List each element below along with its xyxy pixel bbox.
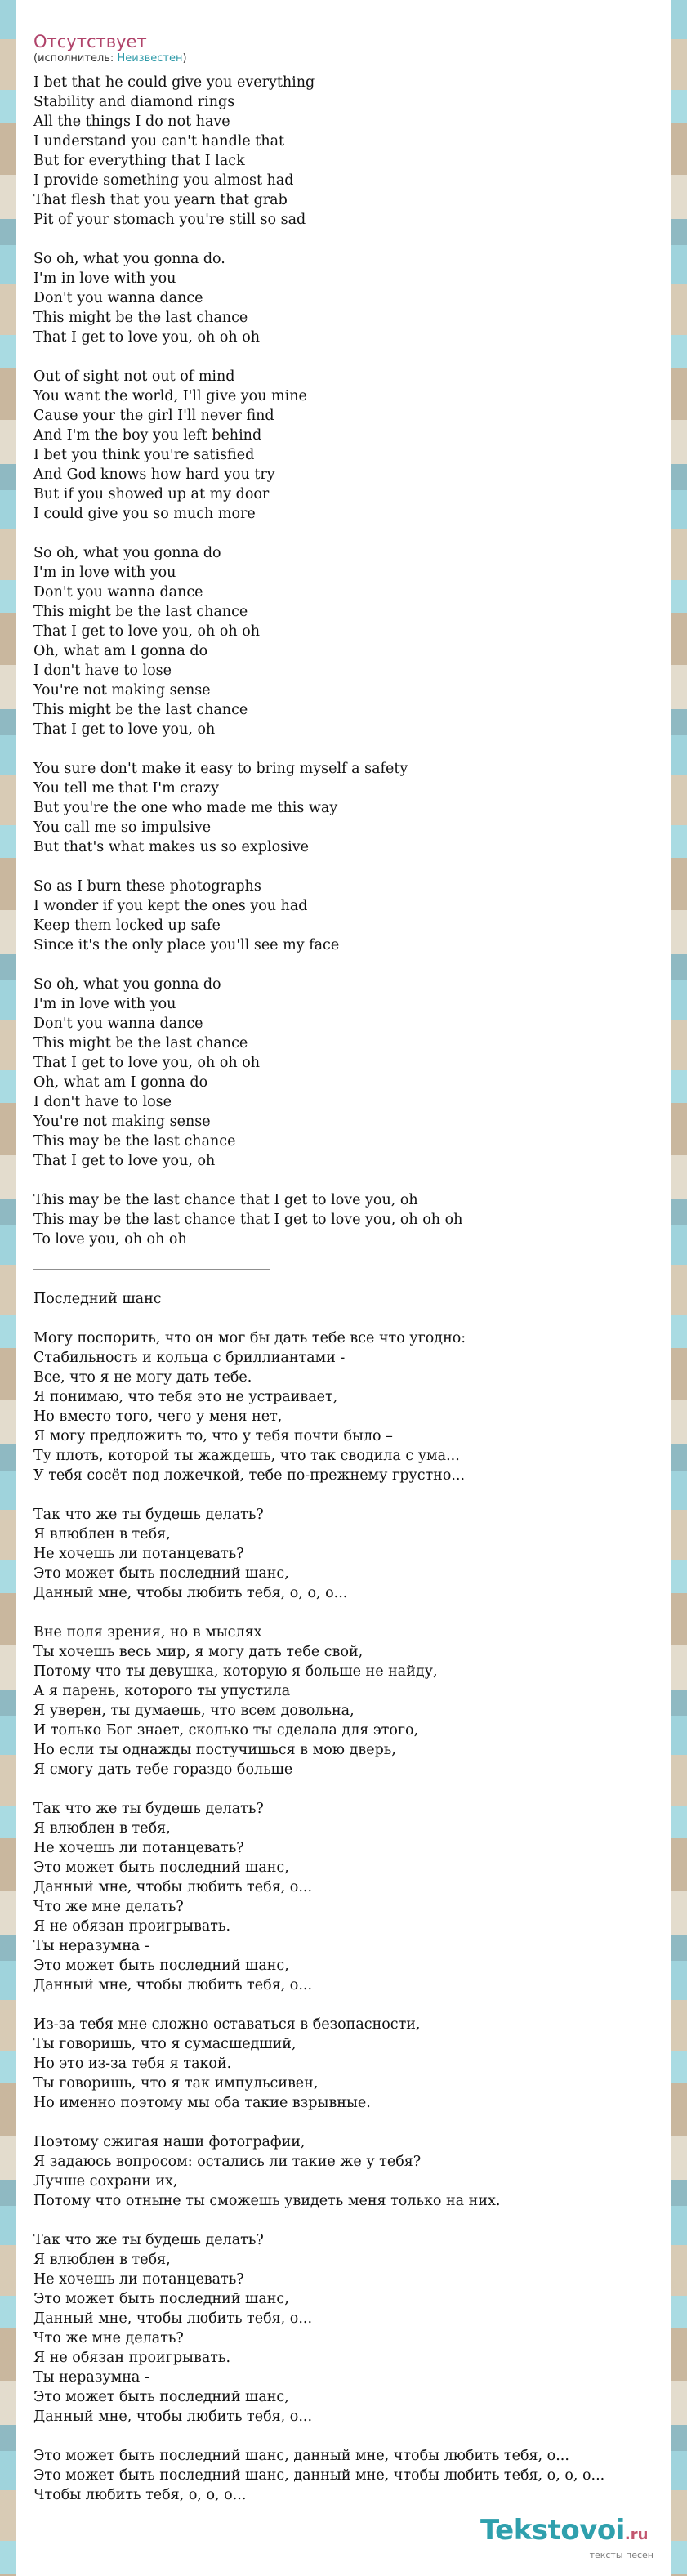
lyrics-line: So oh, what you gonna do.	[33, 251, 225, 267]
lyrics-line: To love you, oh oh oh	[33, 1231, 187, 1248]
lyrics-line: Не хочешь ли потанцевать?	[33, 1840, 244, 1856]
lyrics-line: Могу поспорить, что он мог бы дать тебе все что угодно:	[33, 1330, 466, 1346]
lyrics-line: This may be the last chance that I get to love you, oh	[33, 1192, 418, 1208]
lyrics-line: I'm in love with you	[33, 270, 176, 287]
lyrics-line: That I get to love you, oh	[33, 1153, 216, 1169]
lyrics-line: You want the world, I'll give you mine	[33, 388, 307, 404]
lyrics-line: Stability and diamond rings	[33, 94, 235, 110]
lyrics-line: Я не обязан проигрывать.	[33, 1918, 231, 1935]
lyrics-line: Стабильность и кольца с бриллиантами -	[33, 1350, 346, 1366]
lyrics-line: That flesh that you yearn that grab	[33, 192, 288, 208]
lyrics-line: Но это из-за тебя я такой.	[33, 2056, 232, 2072]
lyrics-line: Поэтому сжигая наши фотографии,	[33, 2134, 306, 2150]
lyrics-line: И только Бог знает, сколько ты сделала для этого,	[33, 1722, 419, 1739]
song-header	[16, 0, 671, 69]
lyrics-line: Keep them locked up safe	[33, 917, 221, 934]
lyrics-stanza	[33, 759, 671, 857]
lyrics-line: Вне поля зрения, но в мыслях	[33, 1624, 262, 1641]
lyrics-line: Pit of your stomach you're still so sad	[33, 212, 306, 228]
lyrics-line: Все, что я не могу дать тебе.	[33, 1369, 252, 1386]
lyrics-line: I could give you so much more	[33, 506, 256, 522]
lyrics-line: You're not making sense	[33, 1114, 211, 1130]
lyrics-line: You're not making sense	[33, 682, 211, 699]
lyrics-line: Since it's the only place you'll see my face	[33, 937, 340, 953]
lyrics-line: You call me so impulsive	[33, 819, 212, 836]
lyrics-line: And I'm the boy you left behind	[33, 427, 262, 444]
lyrics-line: Ты говоришь, что я так импульсивен,	[33, 2075, 319, 2092]
translation-separator	[33, 1269, 270, 1270]
lyrics-line: This may be the last chance that I get to love you, oh oh oh	[33, 1212, 463, 1228]
lyrics-line: I understand you can't handle that	[33, 133, 285, 150]
lyrics-line: Но вместо того, чего у меня нет,	[33, 1409, 283, 1425]
lyrics-line: Данный мне, чтобы любить тебя, о...	[33, 2310, 313, 2327]
lyrics-stanza	[33, 1190, 671, 1249]
artist-line	[33, 52, 671, 65]
artist-prefix: (исполнитель:	[33, 52, 118, 65]
lyrics-line: And God knows how hard you try	[33, 467, 275, 483]
lyrics-line: Так что же ты будешь делать?	[33, 1507, 264, 1523]
lyrics-line: I wonder if you kept the ones you had	[33, 898, 308, 914]
lyrics-line: Данный мне, чтобы любить тебя, о...	[33, 2409, 313, 2425]
lyrics-stanza	[33, 877, 671, 955]
lyrics-line: That I get to love you, oh oh oh	[33, 623, 261, 640]
lyrics-line: Но именно поэтому мы оба такие взрывные.	[33, 2095, 371, 2111]
lyrics-line: Don't you wanna dance	[33, 584, 203, 600]
lyrics-line: Это может быть последний шанс,	[33, 2389, 289, 2405]
lyrics-line: Что же мне делать?	[33, 1899, 184, 1915]
lyrics-stanza	[33, 2230, 671, 2426]
lyrics-line: So oh, what you gonna do	[33, 976, 221, 993]
lyrics-stanza	[33, 2132, 671, 2211]
lyrics-line: Don't you wanna dance	[33, 290, 203, 306]
lyrics-stanza	[33, 543, 671, 739]
translation-title: Последний шанс	[33, 1291, 162, 1307]
translated-lyrics	[16, 1328, 671, 2505]
lyrics-line: This might be the last chance	[33, 604, 248, 620]
logo-tagline: тексты песен	[589, 2550, 654, 2560]
lyrics-line: Это может быть последний шанс, данный мне, чтобы любить тебя, о, о, о...	[33, 2467, 605, 2484]
lyrics-line: Это может быть последний шанс,	[33, 1958, 289, 1974]
lyrics-line: I bet that he could give you everything	[33, 74, 315, 91]
original-lyrics	[16, 73, 671, 1249]
site-logo[interactable]	[480, 2515, 660, 2564]
lyrics-line: Ты говоришь, что я сумасшедший,	[33, 2036, 297, 2052]
lyrics-line: Но если ты однажды постучишься в мою дверь,	[33, 1742, 396, 1758]
lyrics-line: А я парень, которого ты упустила	[33, 1683, 291, 1699]
lyrics-line: Потому что ты девушка, которую я больше не найду,	[33, 1663, 438, 1680]
lyrics-line: That I get to love you, oh	[33, 721, 216, 738]
lyrics-line: Это может быть последний шанс, данный мне, чтобы любить тебя, о...	[33, 2448, 569, 2464]
lyrics-line: Из-за тебя мне сложно оставаться в безопасности,	[33, 2016, 421, 2033]
artist-link[interactable]: Неизвестен	[117, 52, 183, 65]
lyrics-line: I provide something you almost had	[33, 172, 294, 189]
lyrics-line: Данный мне, чтобы любить тебя, о...	[33, 1977, 313, 1993]
lyrics-line: Ты неразумна -	[33, 2369, 149, 2386]
lyrics-line: But for everything that I lack	[33, 153, 245, 169]
lyrics-line: Я влюблен в тебя,	[33, 1820, 171, 1837]
lyrics-stanza	[33, 1328, 671, 1485]
lyrics-line: Я влюблен в тебя,	[33, 2252, 171, 2268]
lyrics-stanza	[33, 2446, 671, 2505]
lyrics-line: Что же мне делать?	[33, 2330, 184, 2346]
lyrics-line: This might be the last chance	[33, 310, 248, 326]
logo-domain-suffix: .ru	[624, 2526, 649, 2543]
lyrics-line: Ту плоть, которой ты жаждешь, что так сводила с ума...	[33, 1448, 460, 1464]
lyrics-stanza	[33, 2015, 671, 2113]
lyrics-line: Так что же ты будешь делать?	[33, 1801, 264, 1817]
lyrics-line: So oh, what you gonna do	[33, 545, 221, 561]
lyrics-stanza	[33, 73, 671, 230]
lyrics-stanza	[33, 367, 671, 524]
lyrics-line: Чтобы любить тебя, о, о, о...	[33, 2487, 247, 2503]
lyrics-line: Cause your the girl I'll never find	[33, 408, 274, 424]
lyrics-line: Данный мне, чтобы любить тебя, о...	[33, 1879, 313, 1895]
lyrics-line: Не хочешь ли потанцевать?	[33, 2271, 244, 2288]
lyrics-line: Я понимаю, что тебя это не устраивает,	[33, 1389, 338, 1405]
lyrics-line: Don't you wanna dance	[33, 1016, 203, 1032]
lyrics-line: Ты неразумна -	[33, 1938, 149, 1954]
lyrics-line: Я уверен, ты думаешь, что всем довольна,	[33, 1703, 355, 1719]
lyrics-line: I'm in love with you	[33, 996, 176, 1012]
lyrics-line: But if you showed up at my door	[33, 486, 270, 502]
lyrics-line: I bet you think you're satisfied	[33, 447, 255, 463]
lyrics-line: That I get to love you, oh oh oh	[33, 329, 261, 346]
lyrics-line: But you're the one who made me this way	[33, 800, 338, 816]
lyrics-line: Я могу предложить то, что у тебя почти было –	[33, 1428, 393, 1444]
lyrics-stanza	[33, 1623, 671, 1779]
lyrics-line: Потому что отныне ты сможешь увидеть меня только на них.	[33, 2193, 501, 2209]
lyrics-stanza	[33, 1799, 671, 1995]
lyrics-line: That I get to love you, oh oh oh	[33, 1055, 261, 1071]
lyrics-line: So as I burn these photographs	[33, 878, 261, 895]
lyrics-line: Out of sight not out of mind	[33, 368, 235, 385]
lyrics-line: This might be the last chance	[33, 1035, 248, 1051]
lyrics-line: You tell me that I'm crazy	[33, 780, 219, 797]
lyrics-stanza	[33, 249, 671, 347]
lyrics-line: Oh, what am I gonna do	[33, 1074, 208, 1091]
lyrics-line: I'm in love with you	[33, 565, 176, 581]
artist-suffix: )	[182, 52, 187, 65]
lyrics-line: Не хочешь ли потанцевать?	[33, 1546, 244, 1562]
lyrics-line: Это может быть последний шанс,	[33, 1859, 289, 1876]
lyrics-line: Так что же ты будешь делать?	[33, 2232, 264, 2248]
lyrics-line: Я смогу дать тебе гораздо больше	[33, 1761, 293, 1778]
lyrics-line: Это может быть последний шанс,	[33, 2291, 289, 2307]
lyrics-stanza	[33, 975, 671, 1171]
lyrics-line: All the things I do not have	[33, 114, 230, 130]
lyrics-line: Я задаюсь вопросом: остались ли такие же у тебя?	[33, 2154, 422, 2170]
lyrics-line: Это может быть последний шанс,	[33, 1565, 289, 1582]
lyrics-line: You sure don't make it easy to bring myself a safety	[33, 761, 408, 777]
logo-wordmark	[480, 2515, 660, 2551]
lyrics-page	[16, 0, 671, 2576]
lyrics-line: This may be the last chance	[33, 1133, 236, 1150]
lyrics-line: Я влюблен в тебя,	[33, 1526, 171, 1542]
lyrics-line: I don't have to lose	[33, 1094, 172, 1110]
lyrics-line: I don't have to lose	[33, 663, 172, 679]
lyrics-stanza	[33, 1505, 671, 1603]
lyrics-line: But that's what makes us so explosive	[33, 839, 309, 855]
lyrics-line: Oh, what am I gonna do	[33, 643, 208, 659]
lyrics-line: Ты хочешь весь мир, я могу дать тебе свой,	[33, 1644, 364, 1660]
lyrics-line: Лучше сохрани их,	[33, 2173, 178, 2190]
lyrics-line: У тебя сосёт под ложечкой, тебе по-прежнему грустно...	[33, 1467, 466, 1484]
song-title: Отсутствует	[33, 32, 147, 51]
lyrics-line: Данный мне, чтобы любить тебя, о, о, о...	[33, 1585, 348, 1601]
lyrics-line: This might be the last chance	[33, 702, 248, 718]
lyrics-line: Я не обязан проигрывать.	[33, 2350, 231, 2366]
logo-main-text: Tekstovoi	[480, 2514, 625, 2547]
